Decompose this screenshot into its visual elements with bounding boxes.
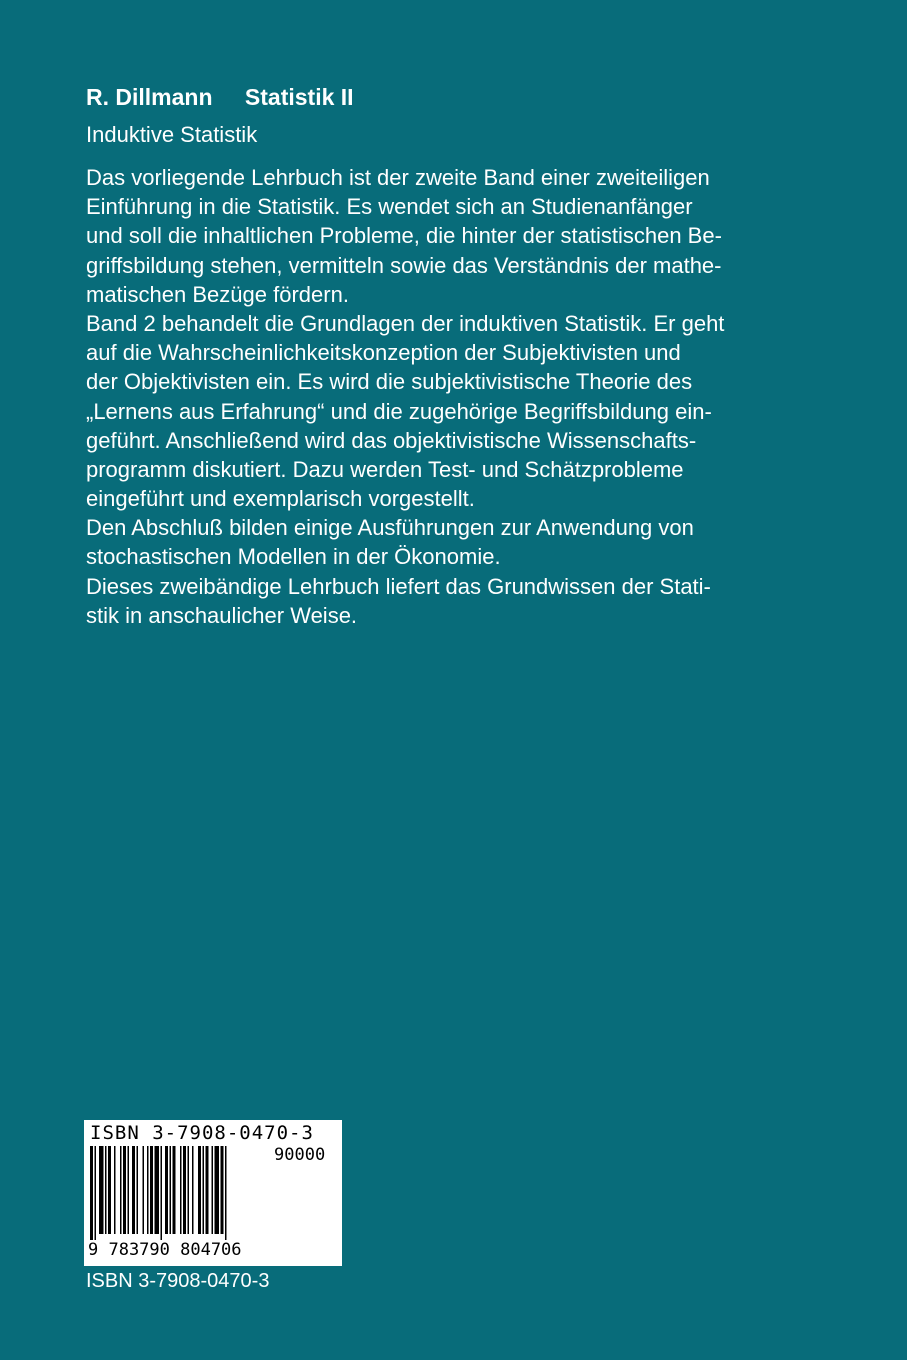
barcode-digits: 9 783790 804706 [88, 1240, 242, 1260]
barcode-bar [90, 1146, 93, 1240]
blurb-line: Dieses zweibändige Lehrbuch liefert das Grundwissen der Stati- [86, 573, 711, 599]
book-header [86, 84, 354, 111]
barcode-bar [150, 1146, 153, 1234]
blurb-line: Band 2 behandelt die Grundlagen der induktiven Statistik. Er geht [86, 310, 725, 336]
barcode-bar [132, 1146, 135, 1234]
barcode-bar [95, 1146, 97, 1240]
blurb-line: und soll die inhaltlichen Probleme, die hinter der statistischen Be- [86, 223, 722, 249]
barcode-bar [165, 1146, 168, 1234]
blurb-text [86, 163, 826, 630]
barcode-bar [198, 1146, 201, 1234]
isbn-barcode [84, 1120, 342, 1266]
author-name: R. Dillmann [86, 84, 213, 110]
blurb-line: auf die Wahrscheinlichkeitskonzeption der Subjektivisten und [86, 340, 681, 366]
blurb-line: matischen Bezüge fördern. [86, 281, 349, 307]
barcode-bar [120, 1146, 122, 1234]
blurb-line: der Objektivisten ein. Es wird die subjektivistische Theorie des [86, 369, 693, 395]
barcode-bar [147, 1146, 149, 1234]
blurb-line: Den Abschluß bilden einige Ausführungen zur Anwendung von [86, 515, 694, 541]
blurb-line: „Lernens aus Erfahrung“ und die zugehörige Begriffsbildung ein- [86, 398, 712, 424]
blurb-line: Das vorliegende Lehrbuch ist der zweite Band einer zweiteiligen [86, 165, 710, 190]
barcode-bar [221, 1146, 224, 1234]
barcode-bar [108, 1146, 111, 1234]
barcode-bar [137, 1146, 139, 1234]
barcode-bar [170, 1146, 172, 1234]
barcode-bar [128, 1146, 130, 1234]
barcode-bar [161, 1146, 163, 1240]
barcode-bar [206, 1146, 209, 1234]
barcode-bar [203, 1146, 205, 1234]
barcode-bar [173, 1146, 176, 1234]
blurb-line: programm diskutiert. Dazu werden Test- und Schätzprobleme [86, 456, 684, 482]
barcode-bar [192, 1146, 194, 1234]
barcode-bar [105, 1146, 107, 1234]
blurb-line: stik in anschaulicher Weise. [86, 602, 358, 628]
book-title: Statistik II [244, 84, 354, 110]
barcode-bar [99, 1146, 104, 1234]
blurb-line: eingeführt und exemplarisch vorgestellt. [86, 486, 475, 512]
barcode-bars [90, 1146, 270, 1240]
blurb-line: griffsbildung stehen, vermitteln sowie das Verständnis der mathe- [86, 252, 722, 278]
isbn-footer: ISBN 3-7908-0470-3 [86, 1270, 270, 1292]
blurb-line: geführt. Anschließend wird das objektivistische Wissenschafts- [86, 427, 697, 453]
barcode-bar [114, 1146, 116, 1234]
barcode-bar [180, 1146, 182, 1234]
barcode-addon-digits: 90000 [274, 1145, 326, 1165]
blurb-line: Einführung in die Statistik. Es wendet sich an Studienanfänger [86, 194, 693, 220]
blurb-line: stochastischen Modellen in der Ökonomie. [86, 544, 501, 570]
barcode-bar [215, 1146, 220, 1234]
barcode-bar [183, 1146, 186, 1234]
barcode-bar [225, 1146, 227, 1240]
barcode-bar [212, 1146, 214, 1234]
book-subtitle: Induktive Statistik [86, 122, 258, 147]
barcode-bar [155, 1146, 160, 1234]
barcode-bar [143, 1146, 145, 1234]
barcode-bar [188, 1146, 190, 1234]
barcode-bar [123, 1146, 126, 1234]
barcode-isbn-label: ISBN 3-7908-0470-3 [90, 1122, 314, 1144]
